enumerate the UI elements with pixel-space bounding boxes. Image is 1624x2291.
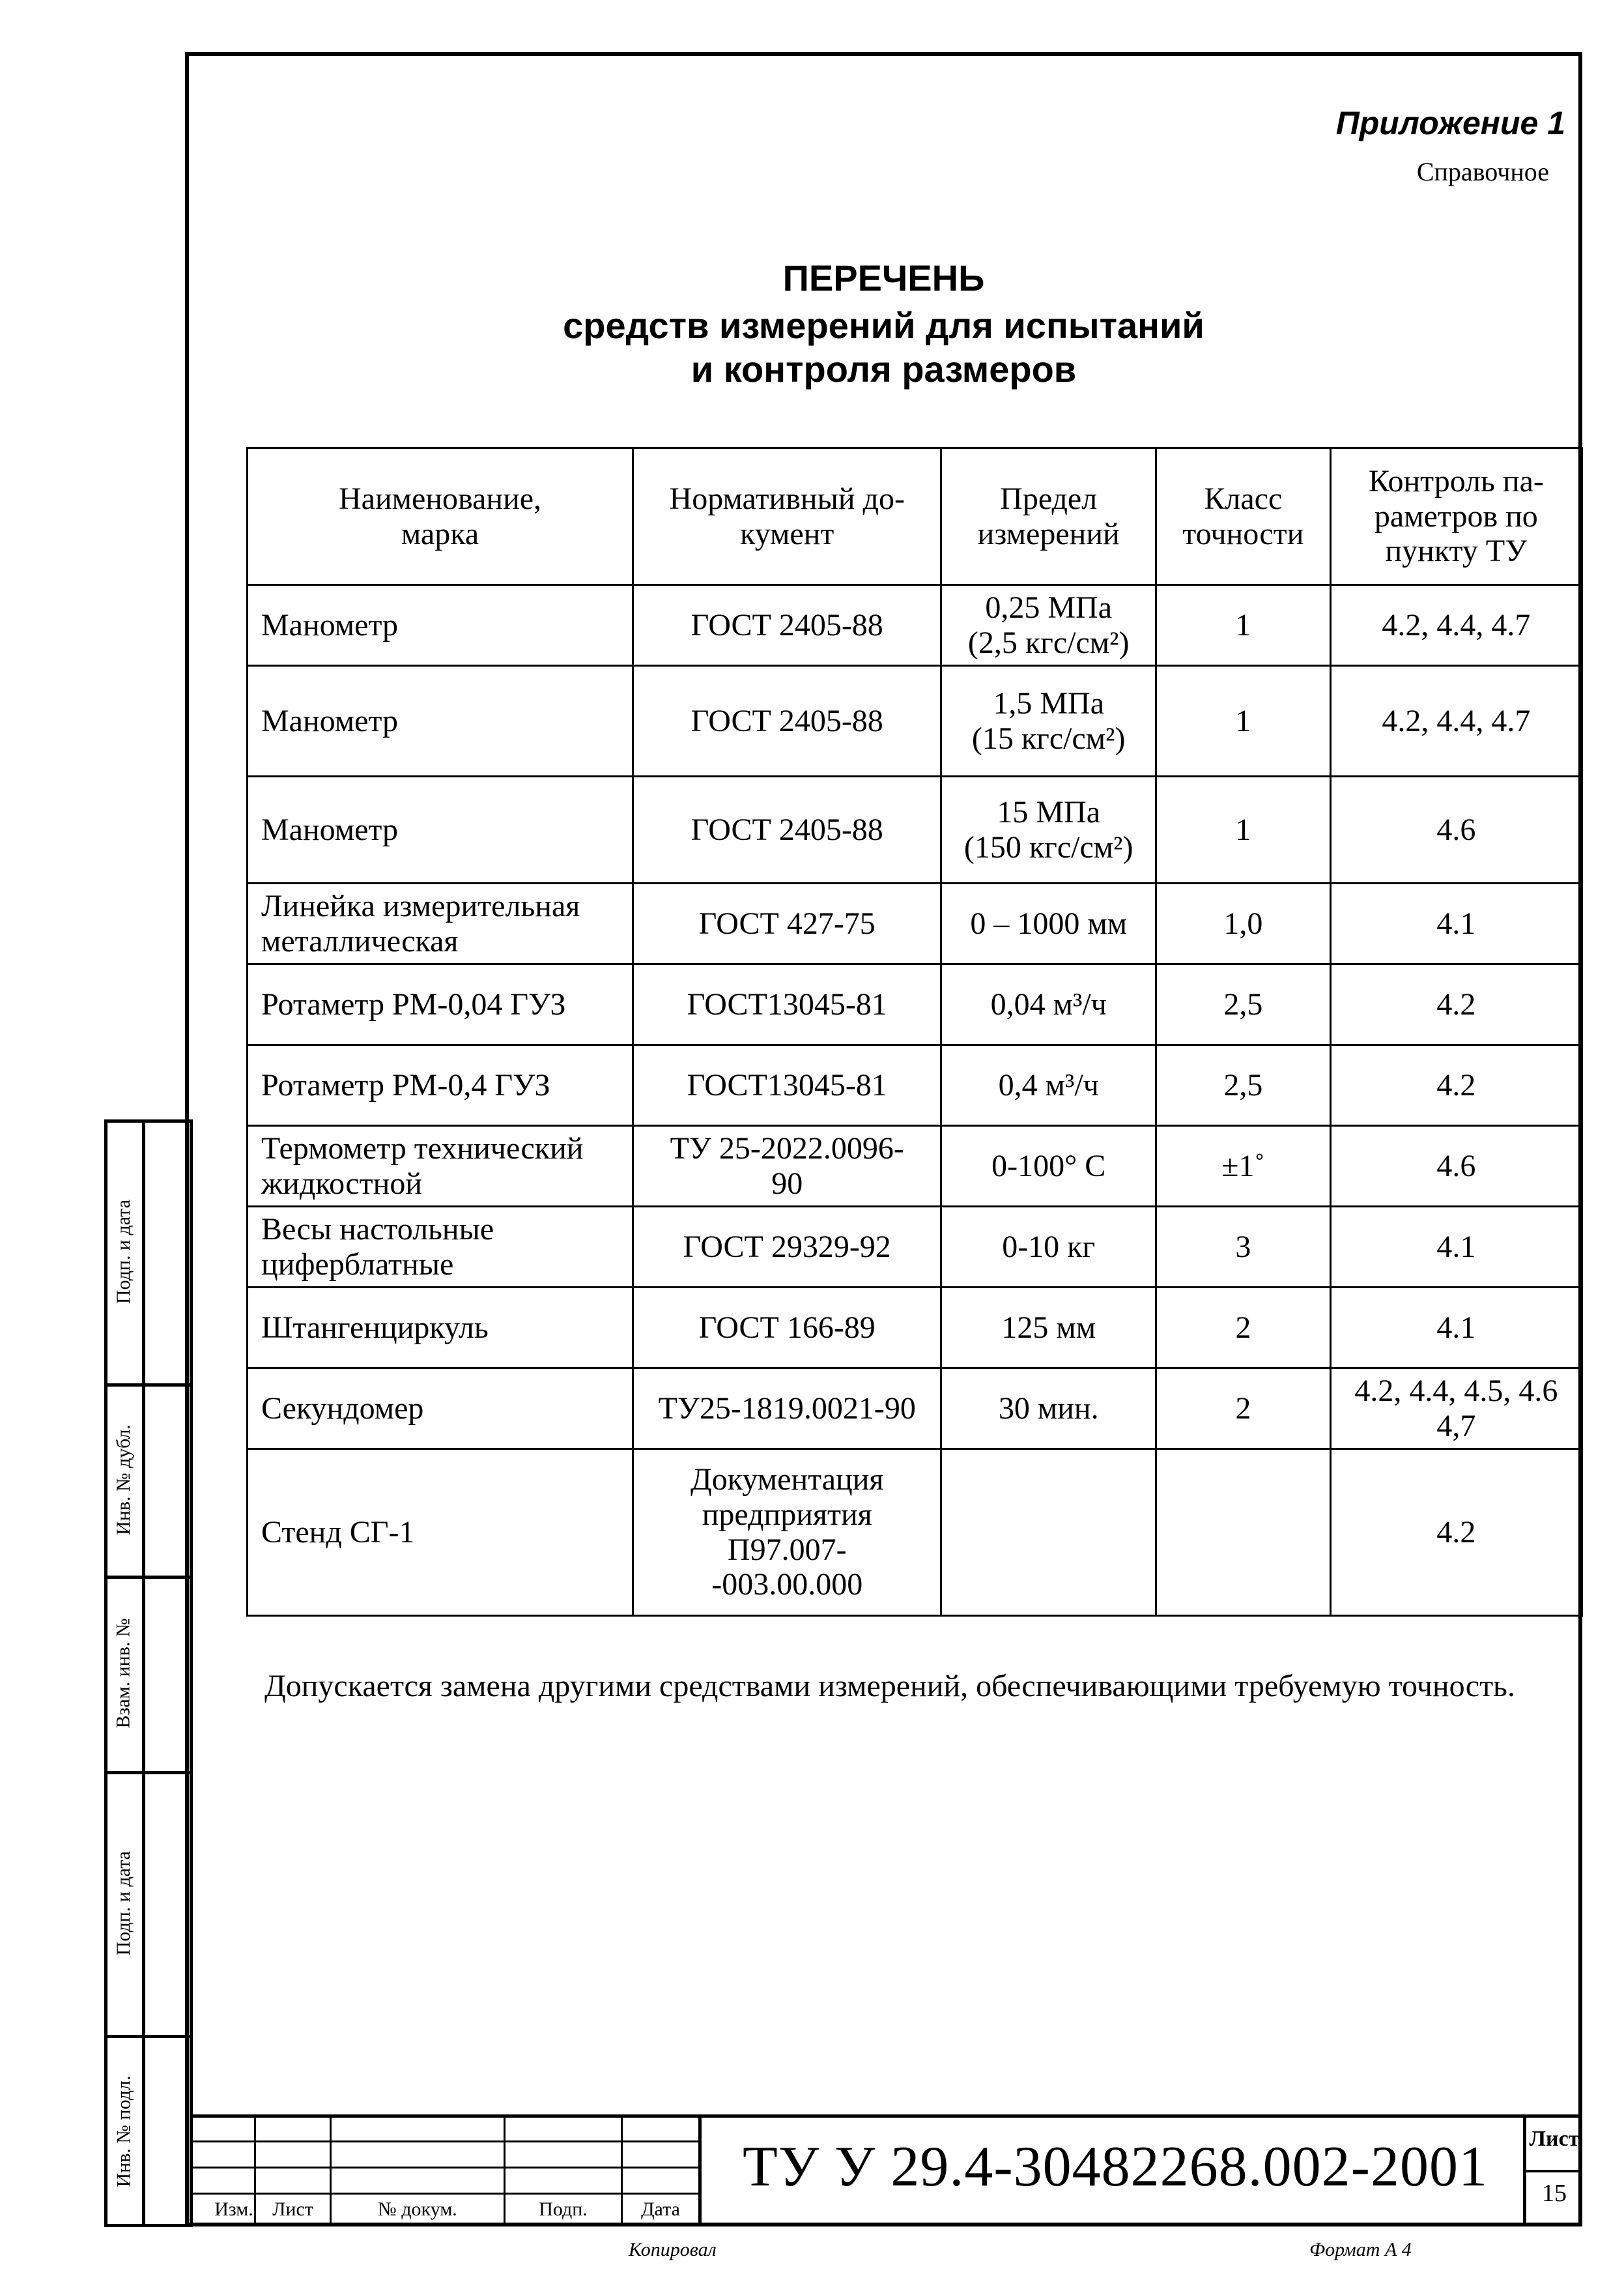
- cell-line: Линейка измерительная: [261, 888, 580, 923]
- cell-line: Термометр технический: [261, 1131, 584, 1166]
- cell-document: [633, 964, 941, 1045]
- table-body: [248, 585, 1582, 1616]
- header-range: [941, 448, 1156, 585]
- cell-line: Ротаметр РМ-0,4 ГУЗ: [261, 1067, 550, 1102]
- cell-line: 0-10 кг: [1002, 1229, 1096, 1264]
- cell-control: [1330, 777, 1582, 884]
- cell-document: [633, 1368, 941, 1449]
- cell-line: 1: [1235, 812, 1251, 847]
- caption-doc-number: № докум.: [378, 2198, 457, 2220]
- cell-line: (150 кгс/см²): [963, 829, 1133, 865]
- cell-range: [941, 1126, 1156, 1207]
- appendix-label: Приложение 1: [1335, 105, 1565, 141]
- cell-name: [248, 1207, 633, 1288]
- cell-line: 4.2, 4.4, 4.5, 4.6: [1354, 1373, 1558, 1408]
- header-accuracy: [1156, 448, 1330, 585]
- cell-name: [248, 1368, 633, 1449]
- cell-line: 0 – 1000 мм: [970, 906, 1128, 941]
- document-subtitle-1: средств измерений для испытаний: [563, 305, 1204, 346]
- cell-line: 0-100° С: [991, 1148, 1106, 1183]
- cell-line: ТУ25-1819.0021-90: [658, 1390, 916, 1426]
- cell-line: Манометр: [261, 812, 398, 847]
- title-block-sheet-line: [1523, 2170, 1582, 2172]
- cell-line: ТУ 25-2022.0096-: [670, 1131, 904, 1166]
- cell-document: [633, 884, 941, 964]
- table-row: [248, 884, 1582, 964]
- table-row: [248, 1368, 1582, 1449]
- cell-line: жидкостной: [261, 1166, 423, 1201]
- side-label-replace-inventory: Взам. инв. №: [113, 1618, 134, 1729]
- cell-line: П97.007-: [727, 1532, 847, 1567]
- cell-document: [633, 1045, 941, 1126]
- cell-line: Манометр: [261, 607, 398, 642]
- cell-range: [941, 777, 1156, 884]
- cell-accuracy: [1156, 585, 1330, 666]
- cell-name: [248, 1449, 633, 1616]
- title-block-row-line: [193, 2167, 701, 2169]
- cell-accuracy: [1156, 884, 1330, 964]
- cell-line: 2: [1235, 1390, 1251, 1426]
- cell-name: [248, 666, 633, 777]
- cell-document: [633, 1449, 941, 1616]
- cell-accuracy: [1156, 1126, 1330, 1207]
- cell-range: [941, 884, 1156, 964]
- cell-range: [941, 1368, 1156, 1449]
- cell-line: 4.2: [1436, 1067, 1476, 1102]
- cell-line: 4.1: [1436, 906, 1476, 941]
- sheet-number: 15: [1542, 2180, 1567, 2207]
- cell-line: Наименование,: [339, 481, 542, 516]
- cell-line: ГОСТ 166-89: [698, 1310, 876, 1345]
- table-header-row: [248, 448, 1582, 585]
- cell-name: [248, 1288, 633, 1368]
- cell-line: Нормативный до-: [669, 481, 905, 516]
- table-row: [248, 1126, 1582, 1207]
- cell-line: 1: [1235, 703, 1251, 738]
- cell-line: Документация: [691, 1462, 884, 1497]
- cell-line: точности: [1182, 516, 1304, 551]
- cell-line: 4.2, 4.4, 4.7: [1382, 703, 1531, 738]
- cell-line: 0,04 м³/ч: [990, 987, 1107, 1022]
- cell-line: предприятия: [702, 1497, 872, 1532]
- cell-line: 4.6: [1436, 1148, 1476, 1183]
- cell-name: [248, 1126, 633, 1207]
- caption-signature: Подп.: [539, 2198, 588, 2220]
- cell-control: [1330, 1126, 1582, 1207]
- cell-line: 4.2, 4.4, 4.7: [1382, 607, 1531, 642]
- cell-accuracy: [1156, 1288, 1330, 1368]
- document-title: ПЕРЕЧЕНЬ: [782, 257, 985, 298]
- cell-line: 4.1: [1436, 1310, 1476, 1345]
- cell-line: измерений: [977, 516, 1120, 551]
- cell-line: ГОСТ 2405-88: [691, 607, 883, 642]
- cell-name: [248, 1045, 633, 1126]
- cell-line: пункту ТУ: [1385, 534, 1528, 569]
- header-name: [248, 448, 633, 585]
- side-label-sign-date-2: Подп. и дата: [113, 1851, 134, 1955]
- cell-line: 3: [1235, 1229, 1251, 1264]
- cell-line: 2,5: [1223, 987, 1263, 1022]
- cell-line: 0,4 м³/ч: [998, 1067, 1099, 1102]
- cell-line: циферблатные: [261, 1246, 454, 1282]
- document-code: ТУ У 29.4-30482268.002-2001: [743, 2135, 1488, 2198]
- cell-control: [1330, 1288, 1582, 1368]
- sheet-caption: Лист: [1529, 2127, 1580, 2151]
- cell-line: ±1˚: [1221, 1148, 1265, 1183]
- format-label: Формат А 4: [1309, 2239, 1412, 2260]
- cell-line: 4.1: [1436, 1229, 1476, 1264]
- cell-line: ГОСТ 2405-88: [691, 812, 883, 847]
- cell-range: [941, 1288, 1156, 1368]
- copied-by-label: Копировал: [629, 2239, 717, 2260]
- table-row: [248, 666, 1582, 777]
- cell-line: 4.2: [1436, 1514, 1476, 1549]
- cell-line: Ротаметр РМ-0,04 ГУЗ: [261, 987, 566, 1022]
- caption-sheet: Лист: [272, 2198, 313, 2220]
- cell-line: Контроль па-: [1368, 463, 1544, 498]
- cell-control: [1330, 1368, 1582, 1449]
- cell-line: 30 мин.: [998, 1390, 1099, 1426]
- title-block-row-line: [193, 2193, 701, 2195]
- cell-line: ГОСТ 427-75: [698, 906, 876, 941]
- cell-accuracy: [1156, 964, 1330, 1045]
- cell-accuracy: [1156, 777, 1330, 884]
- cell-control: [1330, 585, 1582, 666]
- cell-range: [941, 1045, 1156, 1126]
- cell-name: [248, 585, 633, 666]
- cell-control: [1330, 1449, 1582, 1616]
- cell-line: ГОСТ13045-81: [687, 1067, 887, 1102]
- table-row: [248, 1288, 1582, 1368]
- cell-line: 4.6: [1436, 812, 1476, 847]
- cell-document: [633, 777, 941, 884]
- cell-line: ГОСТ 2405-88: [691, 703, 883, 738]
- cell-document: [633, 666, 941, 777]
- cell-line: Весы настольные: [261, 1211, 494, 1246]
- cell-line: 2,5: [1223, 1067, 1263, 1102]
- cell-line: 1: [1235, 607, 1251, 642]
- cell-accuracy: [1156, 1207, 1330, 1288]
- cell-control: [1330, 884, 1582, 964]
- cell-line: -003.00.000: [711, 1567, 863, 1602]
- cell-document: [633, 1126, 941, 1207]
- cell-line: Секундомер: [261, 1390, 424, 1426]
- table-row: [248, 585, 1582, 666]
- cell-name: [248, 884, 633, 964]
- cell-document: [633, 1207, 941, 1288]
- caption-date: Дата: [641, 2198, 680, 2220]
- cell-line: ГОСТ 29329-92: [683, 1229, 891, 1264]
- cell-line: марка: [401, 516, 479, 551]
- title-block-col-line: [698, 2114, 702, 2226]
- cell-line: Штангенциркуль: [261, 1310, 489, 1345]
- cell-range: [941, 1449, 1156, 1616]
- cell-control: [1330, 1207, 1582, 1288]
- caption-change: Изм.: [214, 2198, 253, 2220]
- cell-line: (2,5 кгс/см²): [967, 625, 1130, 660]
- cell-line: Манометр: [261, 703, 398, 738]
- cell-name: [248, 964, 633, 1045]
- cell-accuracy: [1156, 1045, 1330, 1126]
- title-block-top: [193, 2114, 1582, 2118]
- cell-line: Класс: [1204, 481, 1283, 516]
- cell-line: 125 мм: [1001, 1310, 1096, 1345]
- cell-line: Предел: [1000, 481, 1098, 516]
- cell-document: [633, 1288, 941, 1368]
- header-control: [1330, 448, 1582, 585]
- document-subtitle-2: и контроля размеров: [691, 349, 1077, 390]
- cell-line: 2: [1235, 1310, 1251, 1345]
- cell-range: [941, 666, 1156, 777]
- title-block-row-line: [193, 2140, 701, 2142]
- cell-accuracy: [1156, 666, 1330, 777]
- cell-name: [248, 777, 633, 884]
- cell-line: 4,7: [1436, 1408, 1476, 1443]
- cell-line: 0,25 МПа: [985, 590, 1113, 625]
- cell-line: металлическая: [261, 923, 459, 958]
- side-label-original-inventory: Инв. № подл.: [113, 2075, 134, 2187]
- cell-line: 1,5 МПа: [993, 685, 1105, 721]
- side-label-dup-inventory: Инв. № дубл.: [113, 1424, 134, 1535]
- instruments-table: [246, 447, 1583, 1617]
- cell-accuracy: [1156, 1368, 1330, 1449]
- cell-range: [941, 585, 1156, 666]
- header-document: [633, 448, 941, 585]
- table-row: [248, 964, 1582, 1045]
- cell-accuracy: [1156, 1449, 1330, 1616]
- cell-line: 15 МПа: [997, 794, 1101, 829]
- cell-line: (15 кгс/см²): [971, 721, 1126, 756]
- cell-line: 1,0: [1223, 906, 1263, 941]
- cell-control: [1330, 964, 1582, 1045]
- cell-line: раметров по: [1374, 498, 1538, 534]
- cell-control: [1330, 1045, 1582, 1126]
- table-row: [248, 1449, 1582, 1616]
- side-label-sign-date: Подп. и дата: [113, 1199, 134, 1304]
- table-row: [248, 1207, 1582, 1288]
- cell-line: кумент: [740, 516, 834, 551]
- cell-line: 4.2: [1436, 987, 1476, 1022]
- cell-control: [1330, 666, 1582, 777]
- cell-line: 90: [771, 1166, 803, 1201]
- table-row: [248, 777, 1582, 884]
- replacement-note: Допускается замена другими средствами измерений, обеспечивающими требуемую точность.: [264, 1669, 1515, 1703]
- cell-document: [633, 585, 941, 666]
- reference-label: Справочное: [1416, 157, 1549, 186]
- cell-line: Стенд СГ-1: [261, 1514, 415, 1549]
- cell-range: [941, 964, 1156, 1045]
- cell-line: ГОСТ13045-81: [687, 987, 887, 1022]
- table-row: [248, 1045, 1582, 1126]
- cell-range: [941, 1207, 1156, 1288]
